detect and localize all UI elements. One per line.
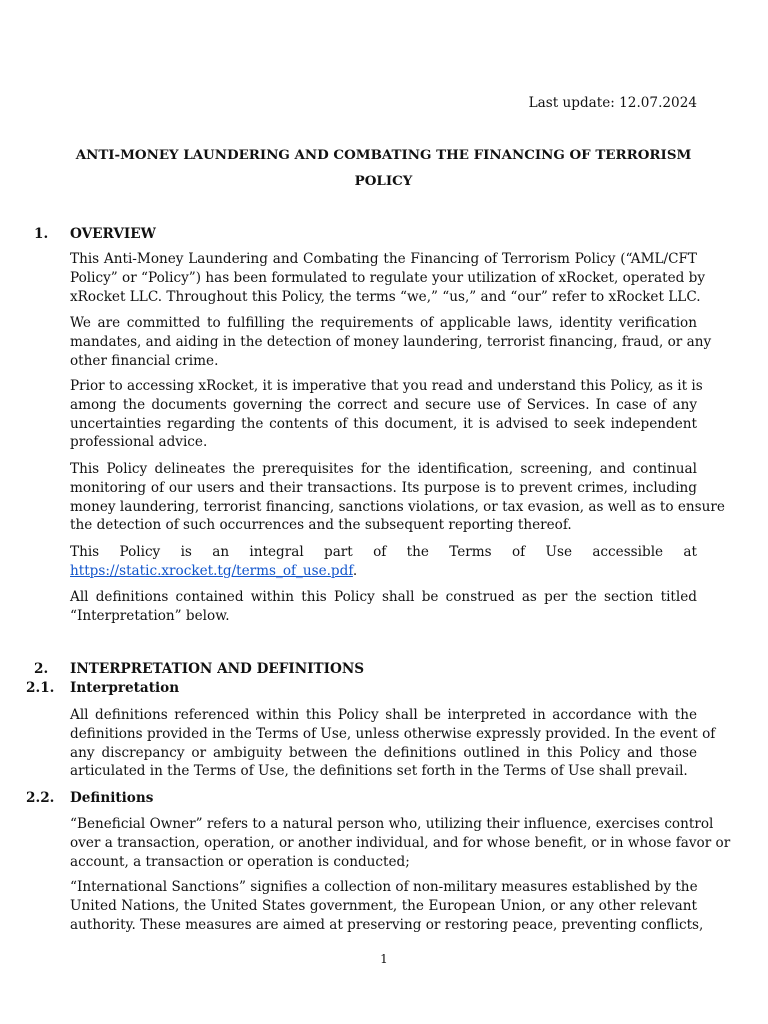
text-line: This Policy is an integral part of the Terms of Use accessible at — [70, 544, 697, 560]
subsection-2-1-heading: Interpretation — [70, 680, 180, 696]
overview-paragraph-3 — [70, 377, 703, 452]
text-line: All definitions referenced within this Policy shall be interpreted in accordance with the — [70, 707, 697, 723]
text-line: money laundering, terrorist financing, sanctions violations, or tax evasion, as well as to ensure — [70, 498, 725, 515]
text-line: This Policy delineates the prerequisites for the identification, screening, and continual — [70, 461, 697, 477]
last-update-date: Last update: 12.07.2024 — [528, 95, 697, 111]
text-line: articulated in the Terms of Use, the definitions set forth in the Terms of Use shall prevail. — [70, 763, 688, 780]
text-line: Prior to accessing xRocket, it is imperative that you read and understand this Policy, as it is — [70, 378, 703, 394]
text-line: any discrepancy or ambiguity between the definitions outlined in this Policy and those — [70, 744, 697, 761]
text-line: among the documents governing the correct and secure use of Services. In case of any — [70, 396, 697, 413]
link-trailing-period: . — [352, 562, 358, 579]
section-1-heading: OVERVIEW — [70, 226, 156, 242]
text-line: monitoring of our users and their transactions. Its purpose is to prevent crimes, including — [70, 479, 697, 496]
interpretation-paragraph — [70, 706, 716, 781]
text-line: “International Sanctions” signifies a collection of non-military measures established by the — [70, 879, 698, 895]
overview-paragraph-1 — [70, 250, 706, 306]
text-line: definitions provided in the Terms of Use, unless otherwise expressly provided. In the event of — [70, 725, 716, 742]
text-line: uncertainties regarding the contents of this document, it is advised to seek independent — [70, 415, 697, 432]
beneficial-owner-definition — [70, 815, 731, 871]
text-line: “Beneficial Owner” refers to a natural person who, utilizing their influence, exercises control — [70, 816, 714, 832]
subsection-2-2-heading: Definitions — [70, 790, 154, 806]
text-line: account, a transaction or operation is conducted; — [70, 853, 410, 870]
text-line: Policy” or “Policy”) has been formulated to regulate your utilization of xRocket, operated by — [70, 269, 706, 286]
terms-of-use-link[interactable]: https://static.xrocket.tg/terms_of_use.pdf — [70, 562, 353, 579]
document-title-subline: POLICY — [354, 173, 413, 189]
text-line: xRocket LLC. Throughout this Policy, the terms “we,” “us,” and “our” refer to xRocket LLC. — [70, 288, 701, 305]
overview-paragraph-2 — [70, 314, 712, 370]
subsection-2-1-number: 2.1. — [26, 680, 55, 696]
text-line: over a transaction, operation, or another individual, and for whose benefit, or in whose favor or — [70, 834, 731, 851]
overview-paragraph-6 — [70, 588, 697, 626]
international-sanctions-definition — [70, 878, 704, 934]
text-line: professional advice. — [70, 434, 208, 451]
text-line: All definitions contained within this Policy shall be construed as per the section titled — [70, 589, 697, 605]
text-line: authority. These measures are aimed at preserving or restoring peace, preventing conflicts, — [70, 916, 704, 933]
text-line: mandates, and aiding in the detection of money laundering, terrorist financing, fraud, or any — [70, 333, 712, 350]
text-line: United Nations, the United States government, the European Union, or any other relevant — [70, 897, 697, 914]
subsection-2-2-number: 2.2. — [26, 790, 55, 806]
text-line: This Anti-Money Laundering and Combating the Financing of Terrorism Policy (“AML/CFT — [70, 251, 697, 267]
text-line: the detection of such occurrences and the subsequent reporting thereof. — [70, 517, 572, 534]
document-title: ANTI-MONEY LAUNDERING AND COMBATING THE FINANCING OF TERRORISM — [75, 147, 692, 163]
section-2-heading: INTERPRETATION AND DEFINITIONS — [70, 661, 365, 677]
text-line: other financial crime. — [70, 352, 219, 369]
text-line: “Interpretation” below. — [70, 607, 230, 624]
overview-paragraph-5 — [70, 543, 697, 581]
section-2-number: 2. — [34, 661, 49, 677]
page-number: 1 — [380, 952, 388, 966]
section-1-number: 1. — [34, 226, 49, 242]
overview-paragraph-4 — [70, 460, 725, 535]
text-line — [70, 562, 697, 581]
text-line: We are committed to fulfilling the requirements of applicable laws, identity verification — [70, 315, 697, 331]
